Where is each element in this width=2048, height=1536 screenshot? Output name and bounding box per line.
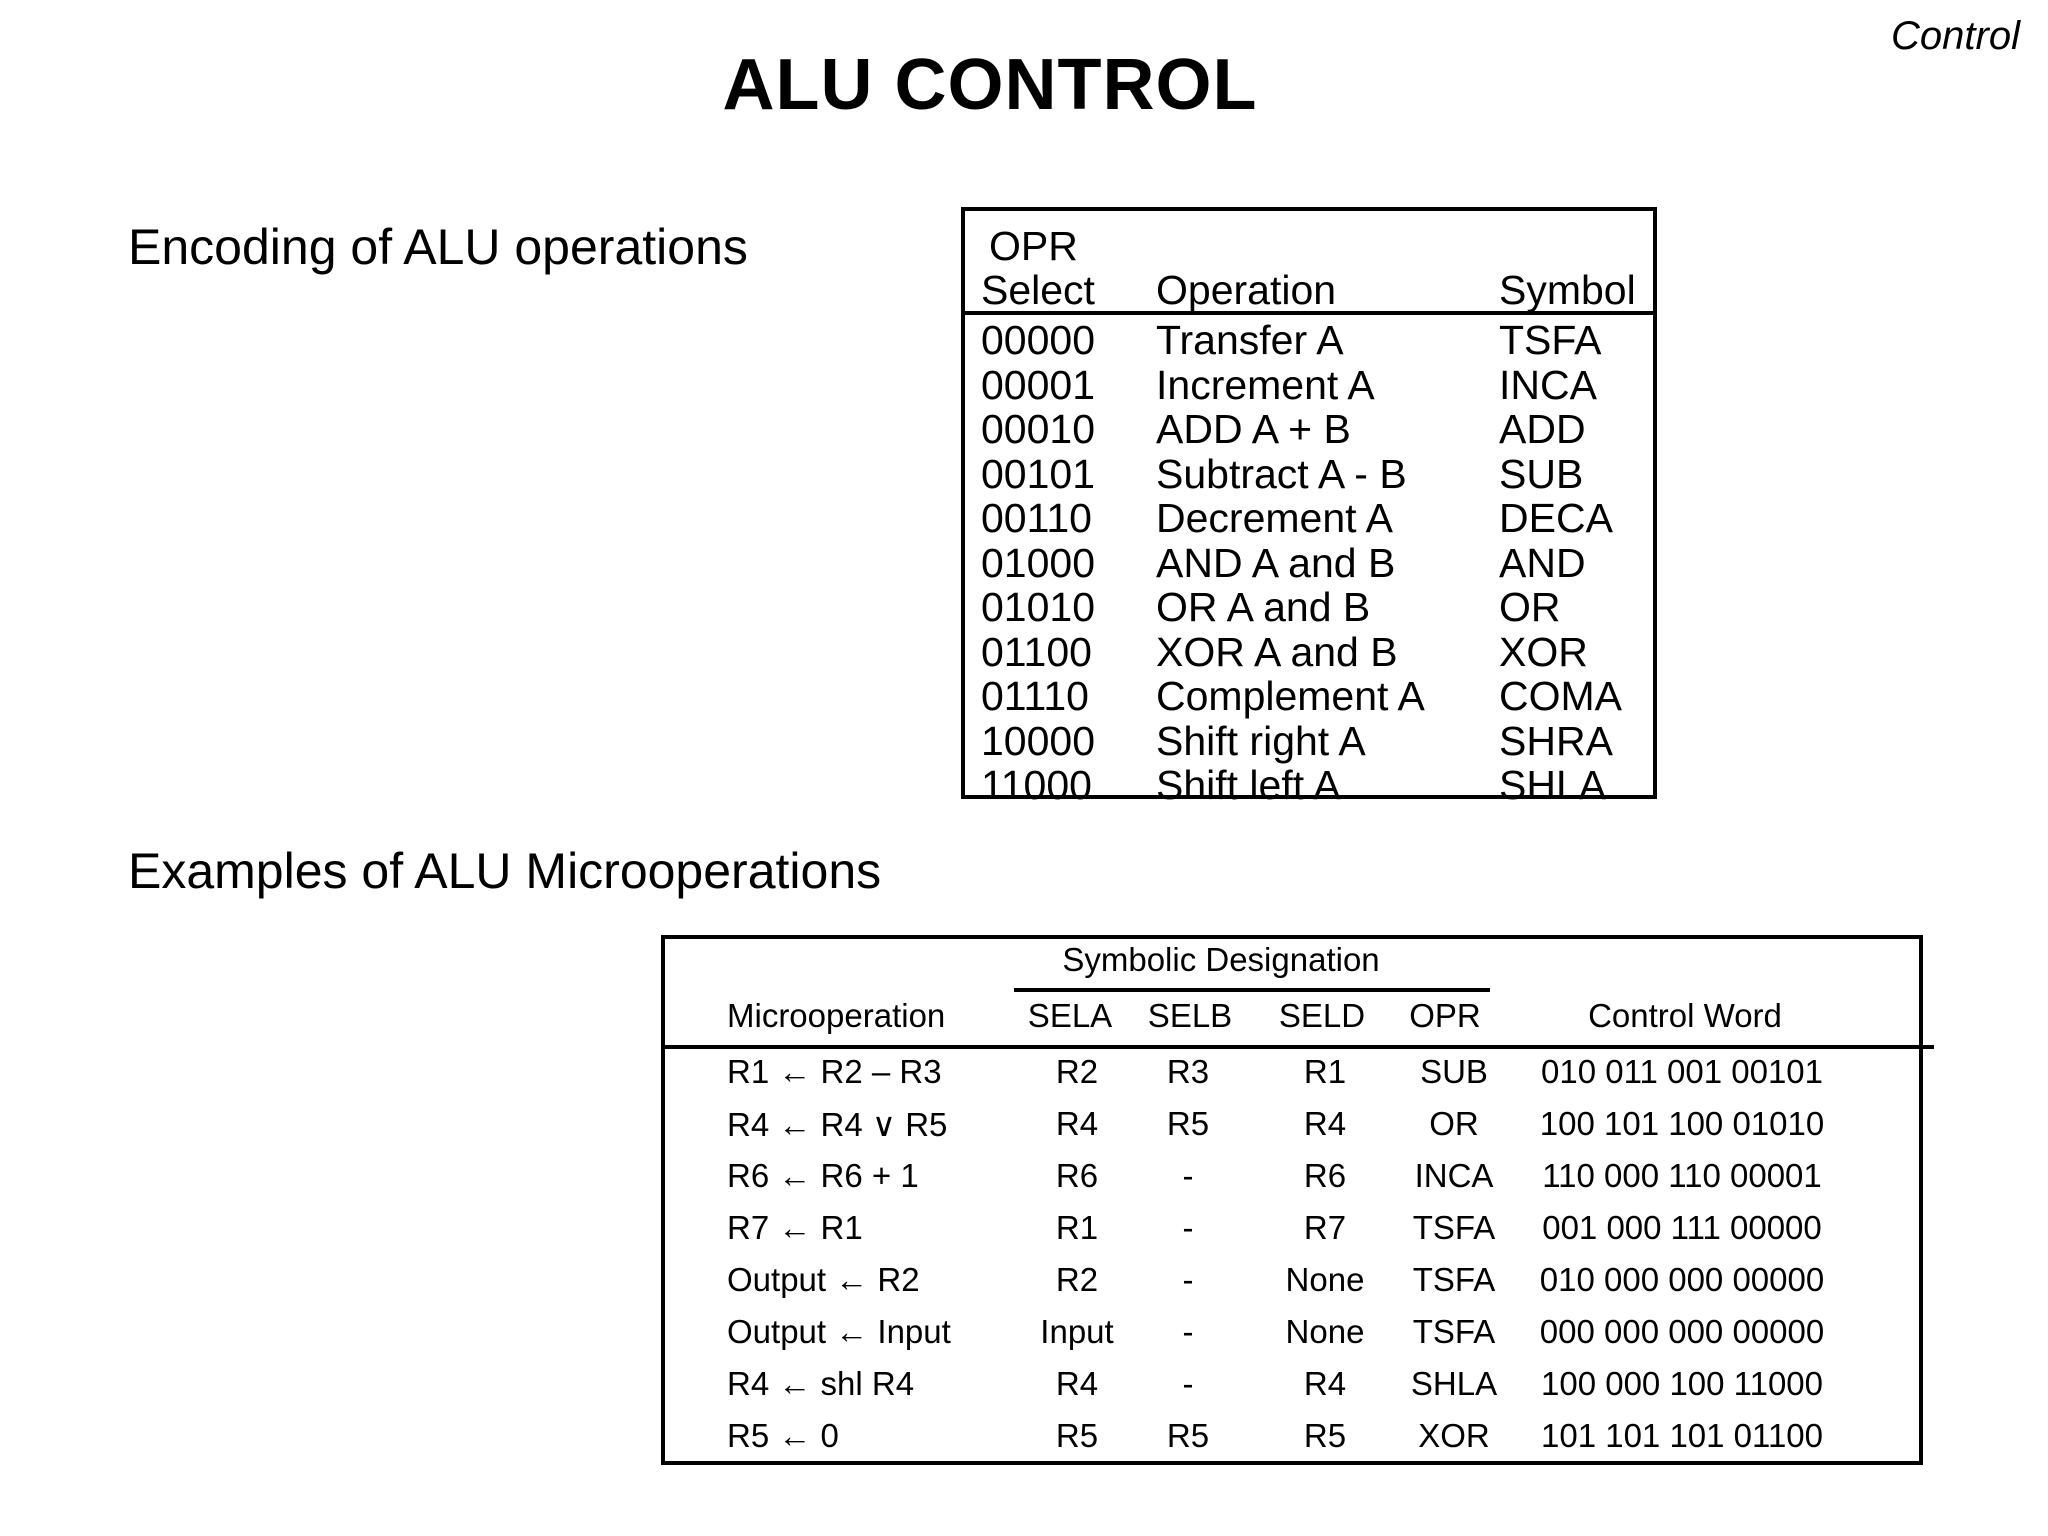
micro-table-header-rule xyxy=(661,1045,1934,1049)
opr-select-cell: 00110 xyxy=(981,495,1092,541)
opr-cell: SHLA xyxy=(1410,1365,1498,1402)
selb-cell: - xyxy=(1182,1157,1194,1194)
sela-cell: R5 xyxy=(1055,1417,1099,1454)
seld-cell: R4 xyxy=(1303,1365,1347,1402)
opr-table-row xyxy=(965,317,1653,362)
opr-table-row xyxy=(965,762,1653,807)
operation-header-label: Operation xyxy=(1156,267,1337,313)
opr-table-row xyxy=(965,584,1653,629)
opr-symbol-cell: DECA xyxy=(1499,495,1613,541)
microoperation-cell: R4 ← R4 ∨ R5 xyxy=(727,1106,948,1143)
symbolic-designation-rule xyxy=(1014,988,1490,992)
opr-table-row xyxy=(965,362,1653,407)
micro-table-row xyxy=(665,1209,1919,1261)
seld-cell: None xyxy=(1285,1261,1365,1298)
selb-cell: - xyxy=(1182,1261,1194,1298)
sela-cell: R4 xyxy=(1055,1105,1099,1142)
seld-col-header: SELD xyxy=(1278,997,1366,1034)
seld-cell: R4 xyxy=(1303,1105,1347,1142)
opr-cell: OR xyxy=(1429,1105,1479,1142)
opr-table-row xyxy=(965,540,1653,585)
opr-operation-cell: AND A and B xyxy=(1156,539,1396,586)
opr-operation-cell: Subtract A - B xyxy=(1156,450,1407,497)
opr-select-cell: 01000 xyxy=(981,539,1096,586)
opr-symbol-cell: OR xyxy=(1499,584,1561,630)
micro-table-row xyxy=(665,1417,1919,1469)
micro-table-row xyxy=(665,1053,1919,1105)
select-header-label: Select xyxy=(981,267,1095,313)
control-word-cell: 010 011 001 00101 xyxy=(1541,1053,1823,1090)
sela-cell: R6 xyxy=(1055,1157,1099,1194)
microoperation-cell: Output ← R2 xyxy=(727,1261,920,1298)
opr-encoding-table xyxy=(961,207,1657,808)
opr-cell: XOR xyxy=(1418,1417,1490,1454)
micro-table-row xyxy=(665,1313,1919,1365)
sela-cell: R1 xyxy=(1055,1209,1099,1246)
opr-operation-cell: Shift left A xyxy=(1156,762,1341,808)
control-word-cell: 100 000 100 11000 xyxy=(1541,1365,1823,1402)
opr-symbol-cell: XOR xyxy=(1499,628,1588,675)
sela-cell: Input xyxy=(1040,1313,1114,1350)
opr-table-row xyxy=(965,495,1653,540)
opr-cell: INCA xyxy=(1414,1157,1494,1194)
opr-operation-cell: Increment A xyxy=(1156,361,1375,408)
micro-table-row xyxy=(665,1261,1919,1313)
opr-cell: TSFA xyxy=(1412,1313,1496,1350)
microoperation-cell: R7 ← R1 xyxy=(727,1209,863,1246)
opr-symbol-cell: AND xyxy=(1499,539,1586,586)
opr-header-label: OPR xyxy=(989,223,1078,269)
opr-cell: TSFA xyxy=(1412,1209,1496,1246)
opr-operation-cell: Decrement A xyxy=(1156,495,1393,541)
sela-cell: R2 xyxy=(1055,1261,1099,1298)
opr-table-header xyxy=(965,211,1653,315)
sela-cell: R2 xyxy=(1055,1053,1099,1090)
microoperation-cell: R4 ← shl R4 xyxy=(727,1365,915,1402)
opr-symbol-cell: INCA xyxy=(1499,361,1597,408)
opr-operation-cell: ADD A + B xyxy=(1156,406,1351,452)
seld-cell: R5 xyxy=(1303,1417,1347,1454)
selb-cell: R5 xyxy=(1166,1105,1210,1142)
selb-cell: - xyxy=(1182,1209,1194,1246)
symbolic-designation-header: Symbolic Designation xyxy=(1062,941,1380,978)
selb-cell: - xyxy=(1182,1365,1194,1402)
seld-cell: R7 xyxy=(1303,1209,1347,1246)
opr-select-cell: 10000 xyxy=(981,717,1096,764)
opr-select-cell: 11000 xyxy=(981,762,1092,808)
opr-operation-cell: Complement A xyxy=(1156,673,1425,719)
micro-table-row xyxy=(665,1105,1919,1157)
opr-table-row xyxy=(965,629,1653,674)
seld-cell: None xyxy=(1285,1313,1365,1350)
encoding-heading: Encoding of ALU operations xyxy=(128,219,748,275)
corner-label: Control xyxy=(1891,14,2020,58)
opr-select-cell: 00001 xyxy=(981,361,1096,408)
opr-select-cell: 01110 xyxy=(981,673,1089,719)
examples-heading: Examples of ALU Microoperations xyxy=(128,843,882,899)
opr-symbol-cell: SHRA xyxy=(1499,717,1613,764)
microoperation-table xyxy=(661,935,1923,1465)
symbol-header-label: Symbol xyxy=(1499,267,1636,313)
opr-select-cell: 00000 xyxy=(981,317,1096,363)
microoperation-cell: Output ← Input xyxy=(727,1313,951,1350)
selb-cell: - xyxy=(1182,1313,1194,1350)
opr-select-cell: 01100 xyxy=(981,628,1092,675)
control-word-cell: 001 000 111 00000 xyxy=(1542,1209,1822,1246)
microoperation-col-header: Microoperation xyxy=(727,997,946,1034)
sela-col-header: SELA xyxy=(1027,997,1113,1034)
microoperation-cell: R1 ← R2 – R3 xyxy=(727,1053,942,1090)
control-word-col-header: Control Word xyxy=(1588,997,1782,1034)
opr-select-cell: 00010 xyxy=(981,406,1096,452)
opr-symbol-cell: ADD xyxy=(1499,406,1586,452)
selb-cell: R3 xyxy=(1166,1053,1210,1090)
opr-select-cell: 00101 xyxy=(981,450,1096,497)
opr-operation-cell: Shift right A xyxy=(1156,717,1366,764)
opr-table-row xyxy=(965,406,1653,451)
microoperation-cell: R6 ← R6 + 1 xyxy=(727,1157,919,1194)
opr-table-row xyxy=(965,673,1653,718)
opr-table-row xyxy=(965,718,1653,763)
selb-cell: R5 xyxy=(1166,1417,1210,1454)
control-word-cell: 101 101 101 01100 xyxy=(1541,1417,1823,1454)
micro-table-row xyxy=(665,1157,1919,1209)
opr-operation-cell: Transfer A xyxy=(1156,317,1344,363)
opr-cell: TSFA xyxy=(1412,1261,1496,1298)
seld-cell: R1 xyxy=(1303,1053,1347,1090)
control-word-cell: 010 000 000 00000 xyxy=(1539,1261,1825,1298)
opr-select-cell: 01010 xyxy=(981,584,1096,630)
slide-title: ALU CONTROL xyxy=(722,45,1258,125)
opr-symbol-cell: TSFA xyxy=(1499,317,1602,363)
opr-col-header: OPR xyxy=(1409,997,1481,1034)
opr-cell: SUB xyxy=(1420,1053,1488,1090)
opr-operation-cell: XOR A and B xyxy=(1156,628,1398,675)
selb-col-header: SELB xyxy=(1147,997,1233,1034)
control-word-cell: 110 000 110 00001 xyxy=(1542,1157,1822,1194)
seld-cell: R6 xyxy=(1303,1157,1347,1194)
opr-symbol-cell: SHLA xyxy=(1499,762,1607,808)
control-word-cell: 100 101 100 01010 xyxy=(1539,1105,1825,1142)
control-word-cell: 000 000 000 00000 xyxy=(1539,1313,1825,1350)
opr-symbol-cell: SUB xyxy=(1499,450,1584,497)
opr-table-row xyxy=(965,451,1653,496)
sela-cell: R4 xyxy=(1055,1365,1099,1402)
opr-operation-cell: OR A and B xyxy=(1156,584,1371,630)
microoperation-cell: R5 ← 0 xyxy=(727,1417,839,1454)
micro-table-row xyxy=(665,1365,1919,1417)
opr-symbol-cell: COMA xyxy=(1499,673,1622,719)
